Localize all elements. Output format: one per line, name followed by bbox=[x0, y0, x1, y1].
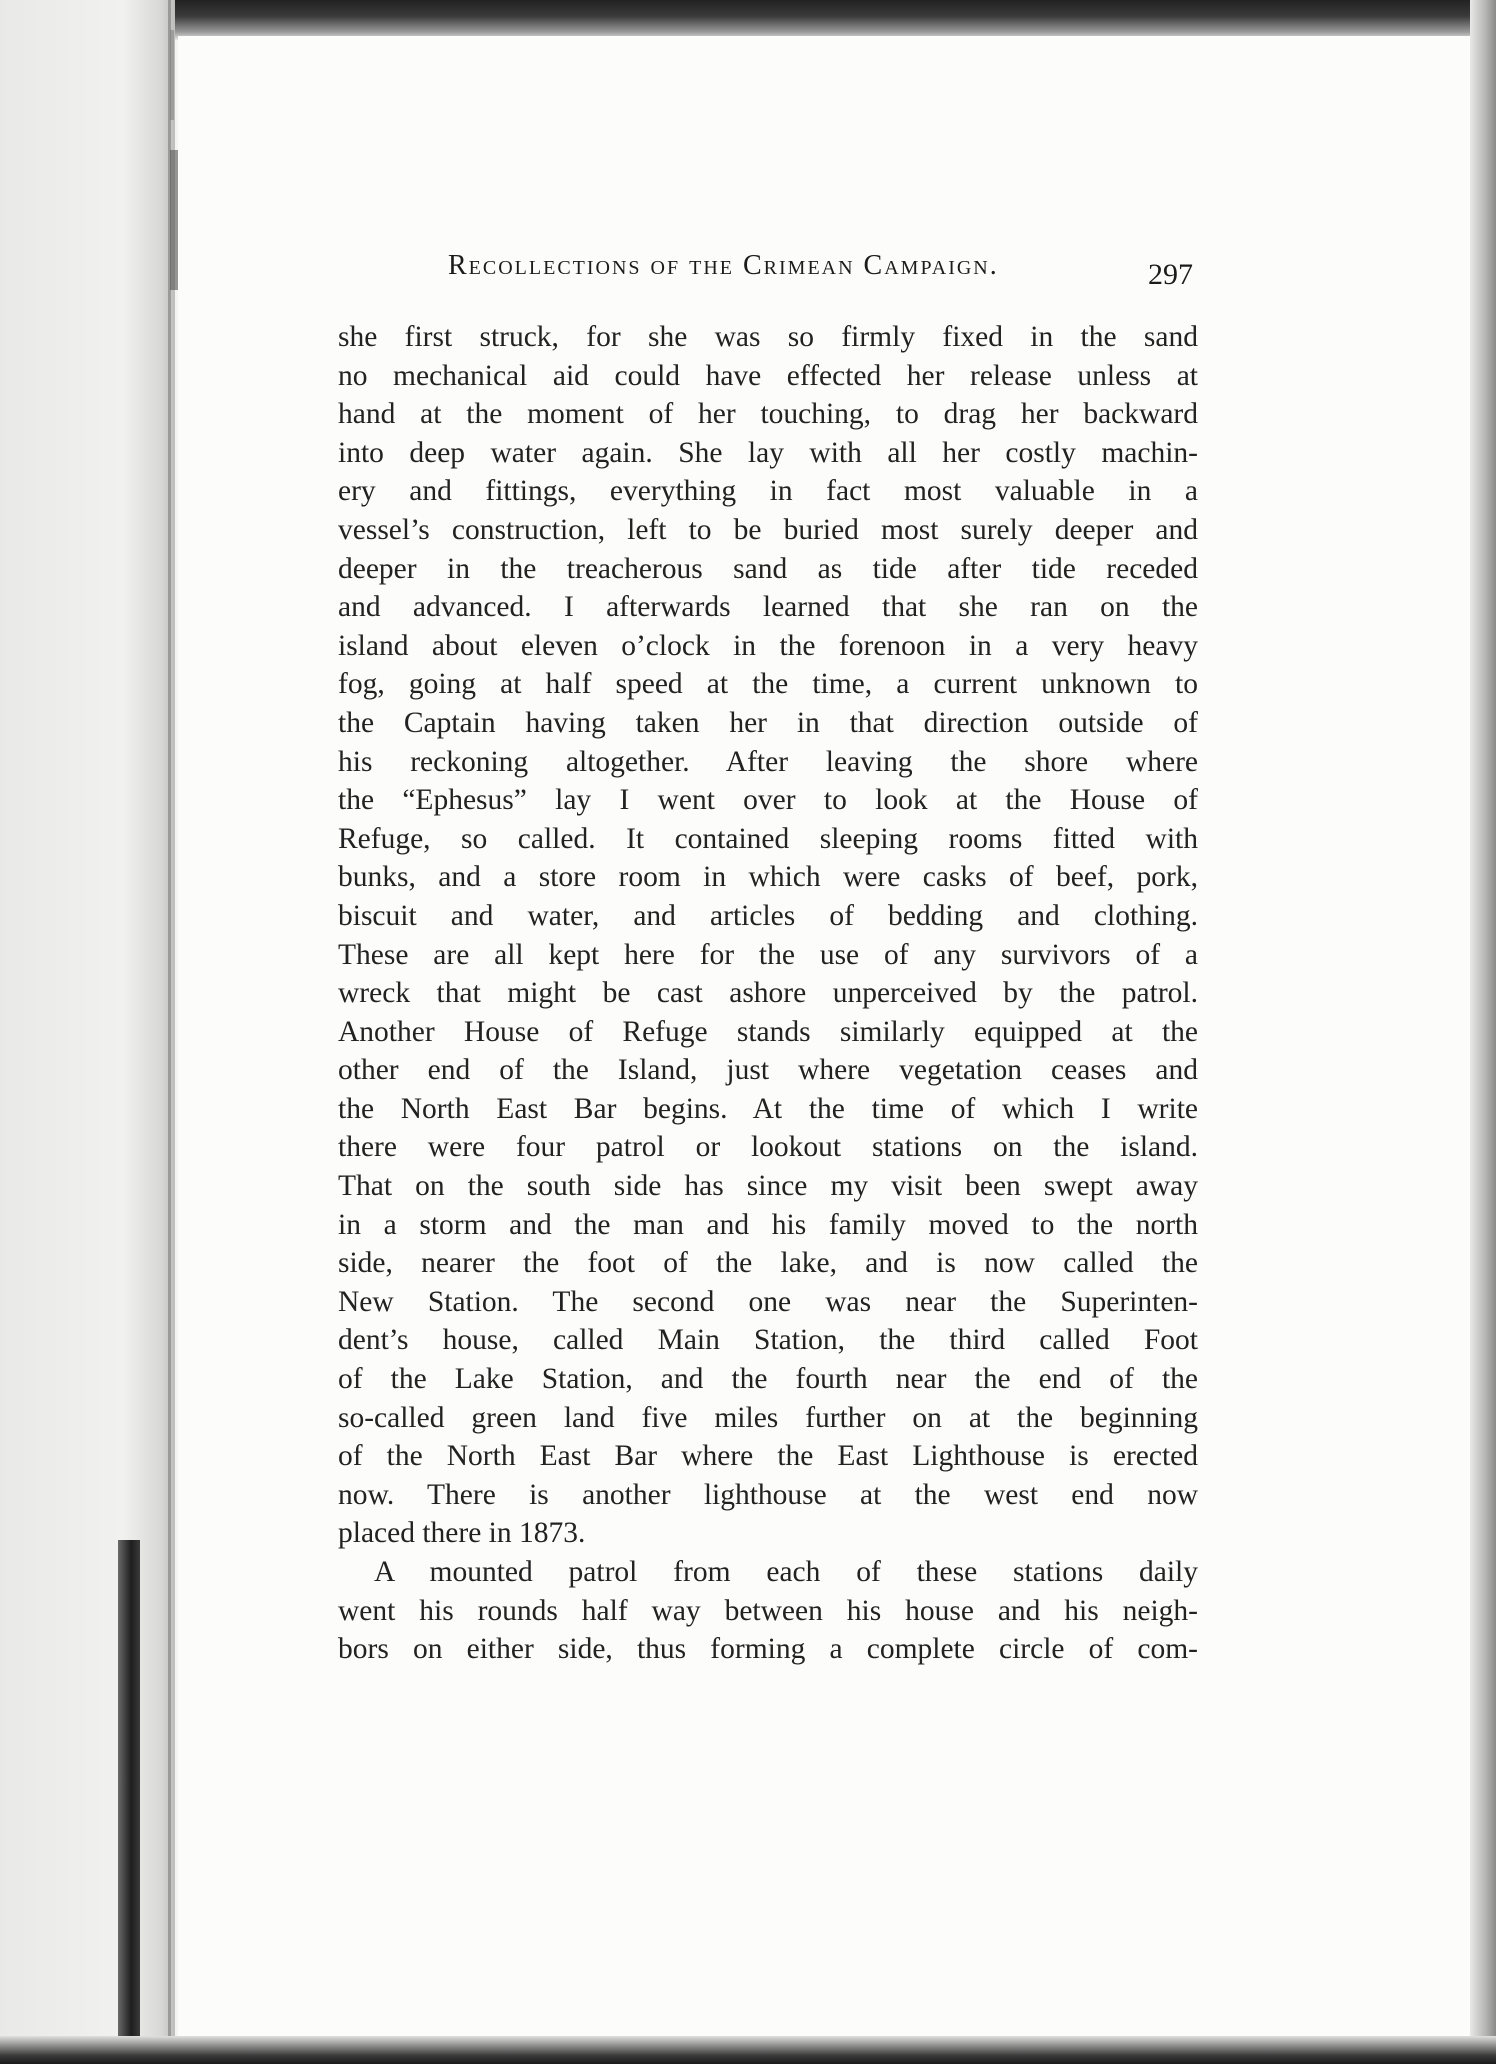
text-line: island about eleven o’clock in the forenoon in a very heavy bbox=[338, 629, 1198, 662]
text-line: New Station. The second one was near the Superinten- bbox=[338, 1285, 1198, 1318]
binding-shadow-mid bbox=[170, 150, 178, 290]
text-line: his reckoning altogether. After leaving the shore where bbox=[338, 745, 1198, 778]
text-line: in a storm and the man and his family moved to the north bbox=[338, 1208, 1198, 1241]
text-line: no mechanical aid could have effected her release unless at bbox=[338, 359, 1198, 392]
text-line: other end of the Island, just where vegetation ceases and bbox=[338, 1054, 1198, 1087]
binding-shadow-top bbox=[170, 30, 174, 120]
text-line: A mounted patrol from each of these stations daily bbox=[374, 1556, 1198, 1588]
text-line: bors on either side, thus forming a complete circle of com- bbox=[338, 1633, 1198, 1666]
text-line: That on the south side has since my visit been swept away bbox=[338, 1170, 1198, 1203]
binding-shadow-bottom bbox=[118, 1540, 140, 2064]
text-line: of the North East Bar where the East Lighthouse is erected bbox=[338, 1440, 1198, 1473]
text-line: the North East Bar begins. At the time of which I write bbox=[338, 1092, 1198, 1125]
text-line: now. There is another lighthouse at the west end now bbox=[338, 1478, 1198, 1511]
scan-right-edge bbox=[1470, 0, 1496, 2064]
text-line: went his rounds half way between his house and his neigh- bbox=[338, 1594, 1198, 1627]
text-line: Another House of Refuge stands similarly equipped at the bbox=[338, 1015, 1198, 1048]
scan-top-edge bbox=[0, 0, 1496, 40]
gutter-fold-line bbox=[168, 0, 171, 2064]
text-line: dent’s house, called Main Station, the third called Foot bbox=[338, 1324, 1198, 1357]
text-line: deeper in the treacherous sand as tide after tide receded bbox=[338, 552, 1198, 585]
running-header: Recollections of the Crimean Campaign. bbox=[448, 250, 999, 281]
text-line: bunks, and a store room in which were casks of beef, pork, bbox=[338, 861, 1198, 894]
text-line: Refuge, so called. It contained sleeping rooms fitted with bbox=[338, 822, 1198, 855]
text-line: there were four patrol or lookout stations on the island. bbox=[338, 1131, 1198, 1164]
text-line: she first struck, for she was so firmly fixed in the sand bbox=[338, 321, 1198, 353]
text-line: into deep water again. She lay with all her costly machin- bbox=[338, 436, 1198, 469]
text-line: of the Lake Station, and the fourth near the end of the bbox=[338, 1363, 1198, 1396]
book-gutter bbox=[0, 0, 175, 2064]
text-line: the “Ephesus” lay I went over to look at the House of bbox=[338, 784, 1198, 817]
text-line: biscuit and water, and articles of bedding and clothing. bbox=[338, 899, 1198, 932]
scan-bottom-edge bbox=[0, 2036, 1496, 2064]
text-line: ery and fittings, everything in fact most valuable in a bbox=[338, 475, 1198, 508]
text-line: the Captain having taken her in that direction outside of bbox=[338, 706, 1198, 739]
page-number: 297 bbox=[1148, 258, 1193, 291]
text-line: and advanced. I afterwards learned that she ran on the bbox=[338, 591, 1198, 624]
text-line: hand at the moment of her touching, to drag her backward bbox=[338, 398, 1198, 431]
text-line: vessel’s construction, left to be buried most surely deeper and bbox=[338, 513, 1198, 546]
text-line: wreck that might be cast ashore unperceived by the patrol. bbox=[338, 977, 1198, 1010]
text-line: These are all kept here for the use of any survivors of a bbox=[338, 938, 1198, 971]
text-line: so-called green land five miles further on at the beginning bbox=[338, 1401, 1198, 1434]
text-line: fog, going at half speed at the time, a current unknown to bbox=[338, 668, 1198, 701]
text-line: placed there in 1873. bbox=[338, 1517, 586, 1550]
body-text bbox=[338, 318, 1198, 1669]
text-line: side, nearer the foot of the lake, and is now called the bbox=[338, 1247, 1198, 1280]
